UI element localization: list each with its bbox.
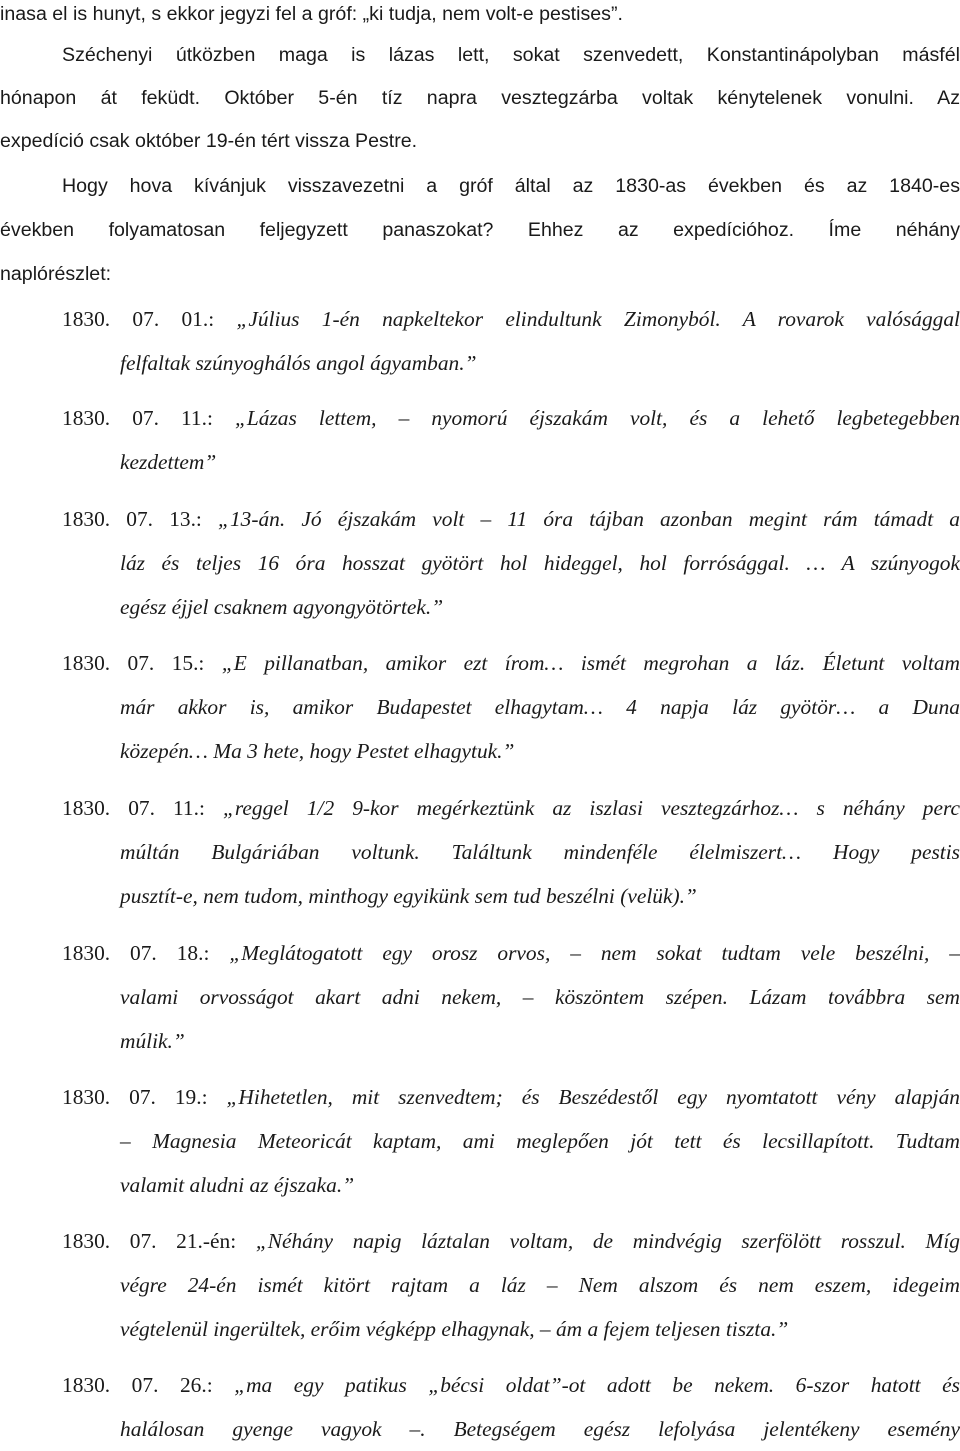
diary-entry [62,497,960,629]
entry-date: 1830. 07. 15.: [62,651,205,675]
entry-text: „ma egy patikus „bécsi oldat”-ot adott be nekem. 6-szor hatott és [234,1373,960,1397]
text-line: években folyamatosan feljegyzett panaszokat? Ehhez az expedícióhoz. Íme néhány [0,219,960,241]
entry-text: közepén… Ma 3 hete, hogy Pestet elhagytuk.” [120,739,515,763]
entry-text: „reggel 1/2 9-kor megérkeztünk az iszlasi vesztegzárhoz… s néhány perc [223,796,960,820]
entry-text: egész éjjel csaknem agyongyötörtek.” [120,595,444,619]
entry-text: „Néhány napig láztalan voltam, de mindvégig szerfölött rosszul. Míg [255,1229,960,1253]
entry-date: 1830. 07. 21.-én: [62,1229,237,1253]
entry-date: 1830. 07. 18.: [62,941,210,965]
entry-text: halálosan gyenge vagyok –. Betegségem egész lefolyása jelentékeny esemény [120,1417,960,1441]
text-line: Hogy hova kívánjuk visszavezetni a gróf által az 1830-as években és az 1840-es [62,175,960,197]
entry-text: végre 24-én ismét kitört rajtam a láz – Nem alszom és nem eszem, idegeim [120,1273,960,1297]
intro-line [0,0,960,28]
entry-date: 1830. 07. 26.: [62,1373,213,1397]
entry-text: pusztít-e, nem tudom, minthogy egyikünk sem tud beszélni (velük).” [120,884,697,908]
entry-text: „Lázas lettem, – nyomorú éjszakám volt, és a lehető legbetegebben [234,406,960,430]
entry-text: kezdettem” [120,450,217,474]
diary-entry [62,396,960,484]
diary-entry [62,786,960,918]
entry-date: 1830. 07. 01.: [62,307,215,331]
paragraph-voyage [0,34,960,163]
entry-date: 1830. 07. 11.: [62,406,213,430]
entry-date: 1830. 07. 11.: [62,796,205,820]
entry-text: múltán Bulgáriában voltunk. Találtunk mindenféle élelmiszert… Hogy pestis [120,840,960,864]
text-line: hónapon át feküdt. Október 5-én tíz napra vesztegzárba voltak kénytelenek vonulni. Az [0,87,960,109]
diary-entry [62,641,960,773]
entry-text: láz és teljes 16 óra hosszat gyötört hol hideggel, hol forrósággal. … A szúnyogok [120,551,960,575]
entry-text: – Magnesia Meteoricát kaptam, ami meglepően jót tett és lecsillapított. Tudtam [120,1129,960,1153]
entry-text: „E pillanatban, amikor ezt írom… ismét megrohan a láz. Életunt voltam [221,651,960,675]
entry-text: „Július 1-én napkeltekor elindultunk Zimonyból. A rovarok valósággal [236,307,960,331]
entry-text: „Meglátogatott egy orosz orvos, – nem sokat tudtam vele beszélni, – [229,941,960,965]
entry-date: 1830. 07. 13.: [62,507,202,531]
entry-text: már akkor is, amikor Budapestet elhagytam… 4 napja láz gyötör… a Duna [120,695,960,719]
entry-text: felfaltak szúnyoghálós angol ágyamban.” [120,351,477,375]
entry-date: 1830. 07. 19.: [62,1085,208,1109]
diary-entry [62,931,960,1063]
diary-entry [62,1363,960,1451]
entry-text: múlik.” [120,1029,185,1053]
entry-text: valami orvosságot akart adni nekem, – köszöntem szépen. Lázam továbbra sem [120,985,960,1009]
diary-entry [62,1219,960,1351]
entry-text: végtelenül ingerültek, erőim végképp elhagynak, – ám a fejem teljesen tiszta.” [120,1317,789,1341]
text-line: expedíció csak október 19-én tért vissza Pestre. [0,130,418,152]
paragraph-question [0,164,960,296]
text-line: naplórészlet: [0,263,112,285]
diary-entry [62,297,960,385]
text-line: Széchenyi útközben maga is lázas lett, sokat szenvedett, Konstantinápolyban másfél [62,44,960,66]
diary-entry [62,1075,960,1207]
intro-line-text: inasa el is hunyt, s ekkor jegyzi fel a gróf: „ki tudja, nem volt-e pestises”. [0,3,623,25]
entry-text: „Hihetetlen, mit szenvedtem; és Beszédestől egy nyomtatott vény alapján [226,1085,960,1109]
entry-text: valamit aludni az éjszaka.” [120,1173,355,1197]
entry-text: „13-án. Jó éjszakám volt – 11 óra tájban azonban megint rám támadt a [218,507,960,531]
